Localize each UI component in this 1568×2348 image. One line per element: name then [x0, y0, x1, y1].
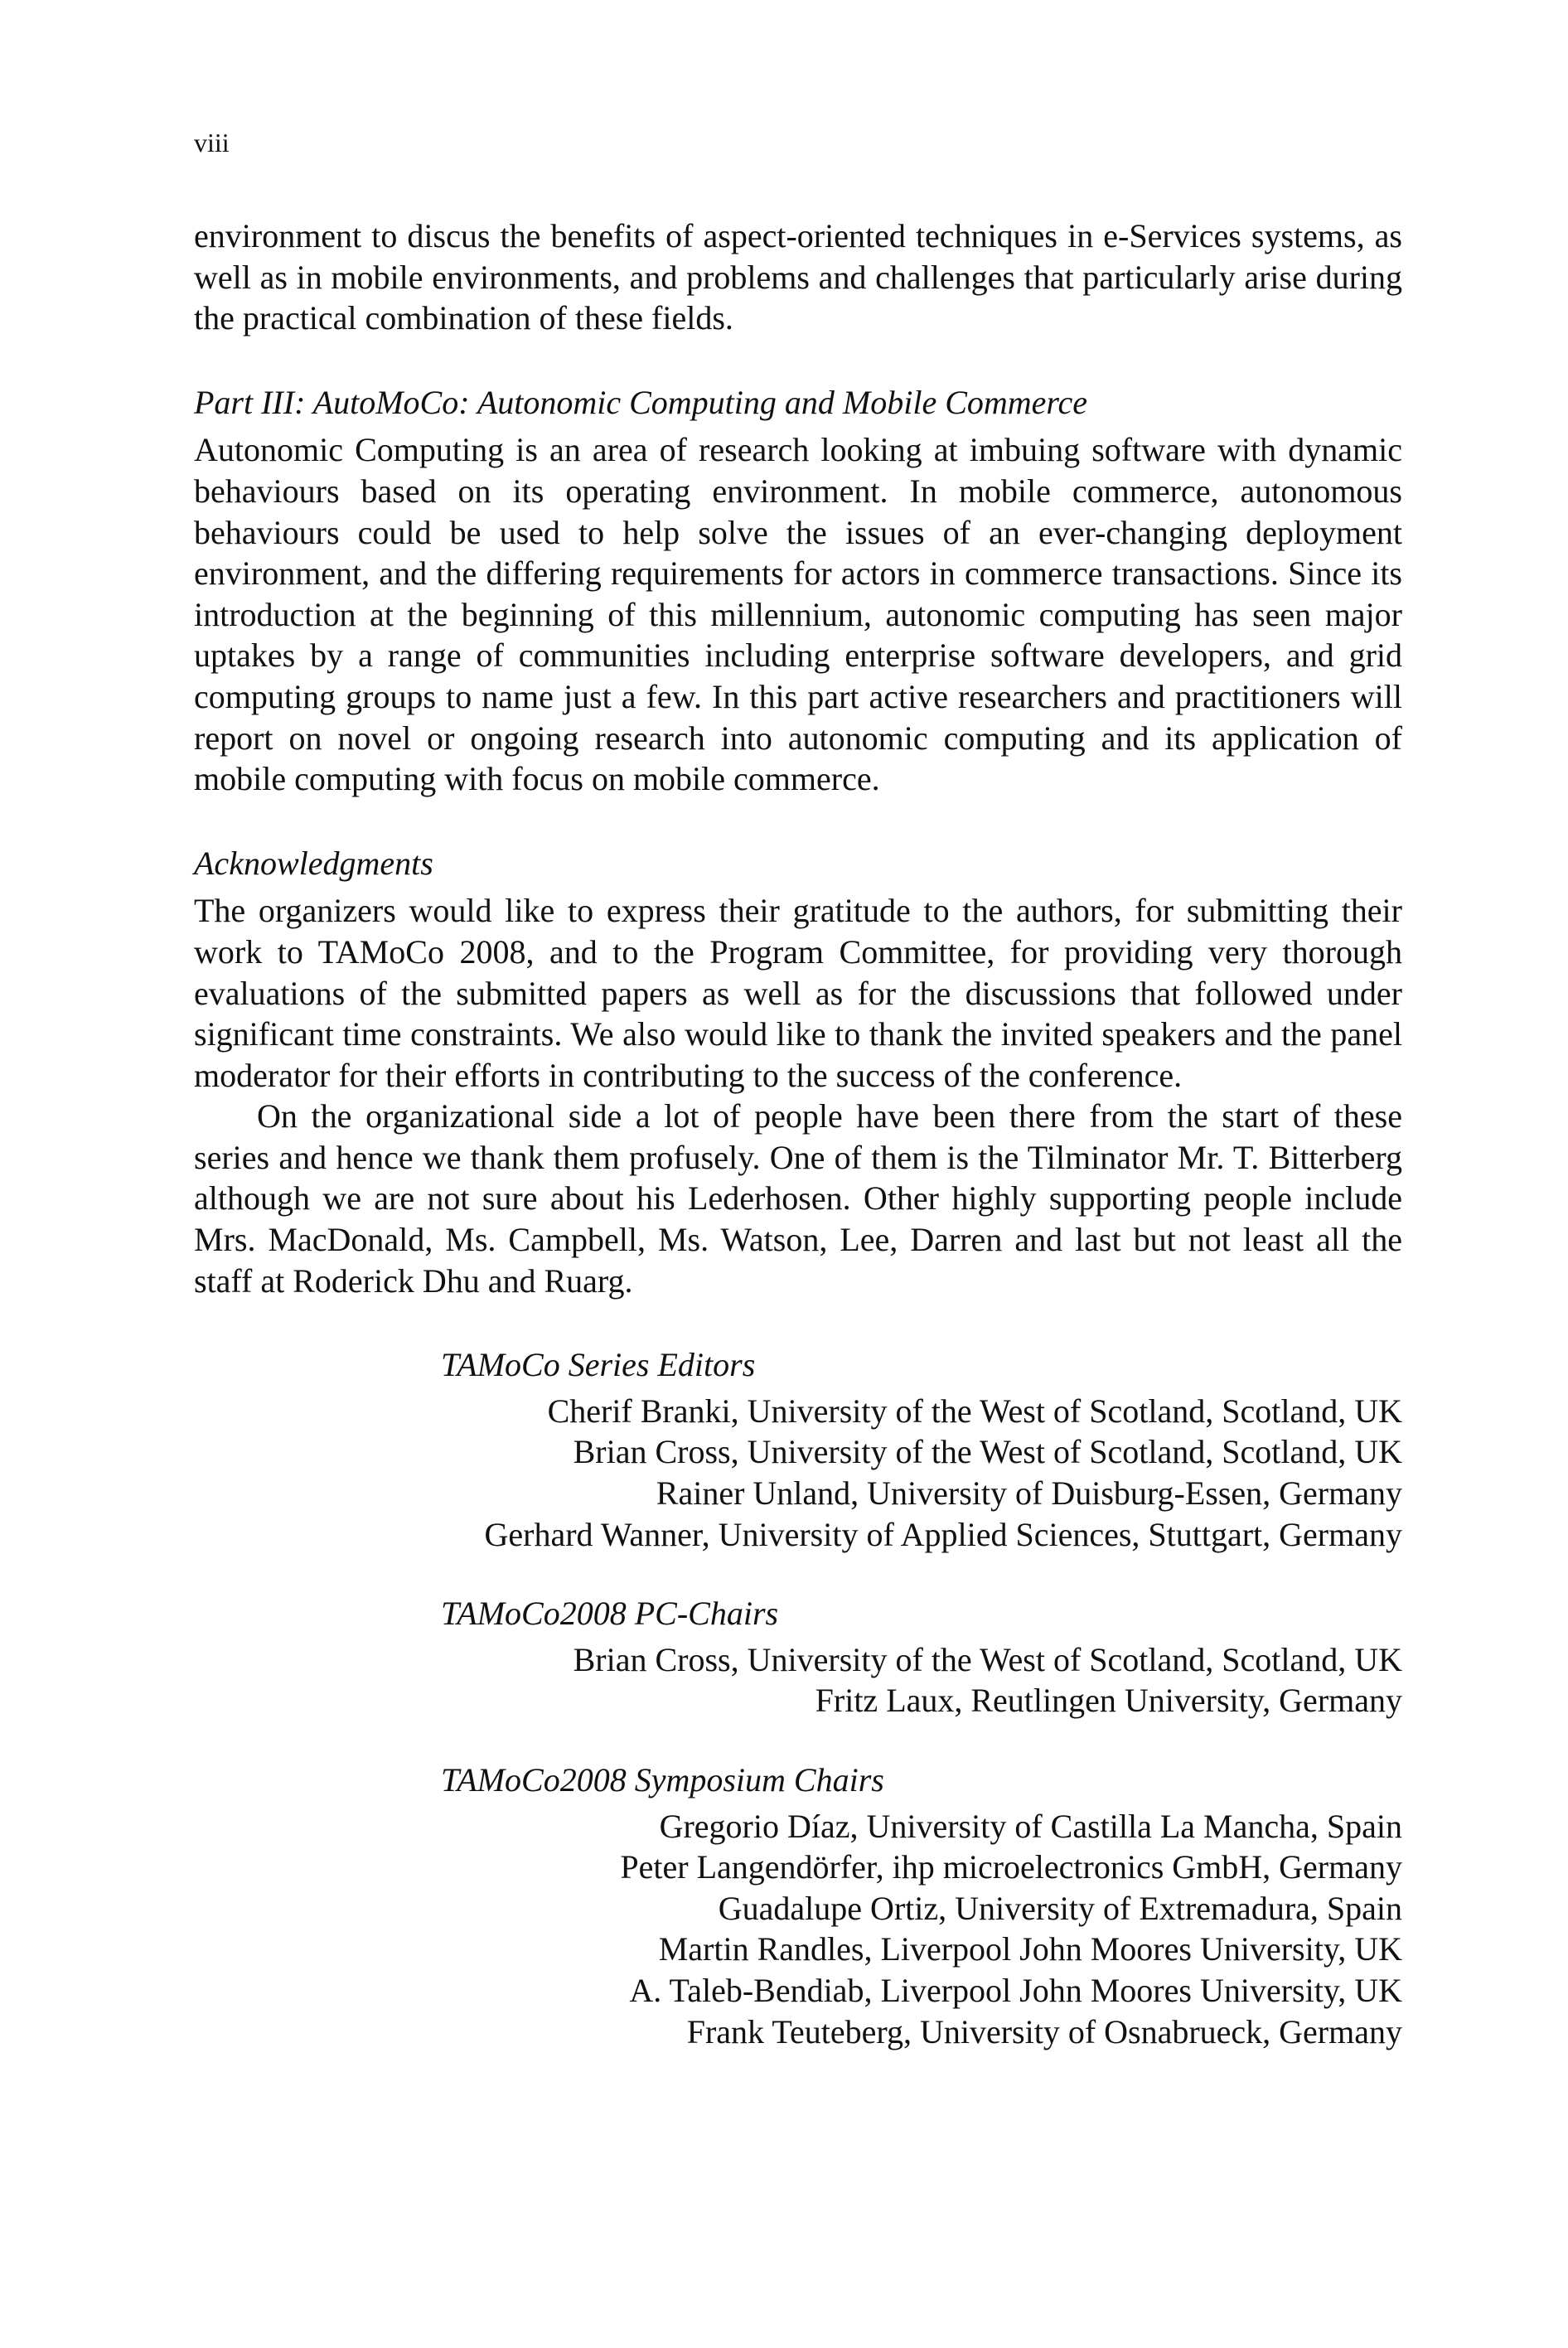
acknowledgments-heading: Acknowledgments [194, 844, 433, 882]
pc-chairs-title: TAMoCo2008 PC-Chairs [441, 1595, 779, 1633]
page-content [194, 215, 1402, 2090]
series-editors-title: TAMoCo Series Editors [441, 1346, 756, 1384]
pc-chair-name: Brian Cross, University of the West of Scotland, Scotland, UK [573, 1640, 1402, 1678]
intro-paragraph: environment to discus the benefits of aspect-oriented techniques in e-Services systems, as well as in mobile environments, and problems and challenges that particularly arise during the practical combination of these fields. [194, 217, 1402, 337]
symposium-chair-name: A. Taleb-Bendiab, Liverpool John Moores University, UK [629, 1971, 1402, 2009]
symposium-chairs-list [441, 1806, 1402, 2053]
symposium-chair-name: Gregorio Díaz, University of Castilla La Mancha, Spain [659, 1807, 1402, 1845]
series-editor-name: Gerhard Wanner, University of Applied Sciences, Stuttgart, Germany [484, 1515, 1402, 1553]
symposium-chair-name: Guadalupe Ortiz, University of Extremadura, Spain [718, 1889, 1402, 1927]
series-editor-name: Rainer Unland, University of Duisburg-Essen, Germany [656, 1474, 1402, 1513]
symposium-chairs-title: TAMoCo2008 Symposium Chairs [441, 1761, 884, 1799]
pc-chairs-list [441, 1639, 1402, 1721]
series-editors-list [441, 1391, 1402, 1555]
acknowledgments-paragraph-1: The organizers would like to express their gratitude to the authors, for submitting their work to TAMoCo 2008, and to the Program Committee, for providing very thorough evaluations of the submitted papers as well as for the discussions that followed under significant time constraints. We also would like to thank the invited speakers and the panel moderator for their efforts in contributing to the success of the conference. [194, 892, 1402, 1094]
symposium-chair-name: Martin Randles, Liverpool John Moores University, UK [658, 1930, 1402, 1968]
part-three-heading: Part III: AutoMoCo: Autonomic Computing and Mobile Commerce [194, 383, 1088, 421]
page-number: viii [194, 128, 230, 157]
acknowledgments-paragraph-2: On the organizational side a lot of people have been there from the start of these series and hence we thank them profusely. One of them is the Tilminator Mr. T. Bitterberg although we are not sure about his Lederhosen. Other highly supporting people include Mrs. MacDonald, Ms. Campbell, Ms. Watson, Lee, Darren and last but not least all the staff at Roderick Dhu and Ruarg. [194, 1097, 1402, 1300]
series-editor-name: Cherif Branki, University of the West of Scotland, Scotland, UK [547, 1392, 1402, 1430]
editors-block [441, 1344, 1402, 2052]
pc-chair-name: Fritz Laux, Reutlingen University, Germany [815, 1682, 1402, 1720]
symposium-chair-name: Frank Teuteberg, University of Osnabrueck, Germany [686, 2012, 1402, 2050]
series-editor-name: Brian Cross, University of the West of Scotland, Scotland, UK [573, 1433, 1402, 1471]
part-three-paragraph: Autonomic Computing is an area of research looking at imbuing software with dynamic behaviours based on its operating environment. In mobile commerce, autonomous behaviours could be used to help solve the issues of an ever-changing deployment environment, and the differing requirements for actors in commerce transactions. Since its introduction at the beginning of this millennium, autonomic computing has seen major uptakes by a range of communities including enterprise software developers, and grid computing groups to name just a few. In this part active researchers and practitioners will report on novel or ongoing research into autonomic computing and its application of mobile computing with focus on mobile commerce. [194, 431, 1402, 798]
symposium-chair-name: Peter Langendörfer, ihp microelectronics GmbH, Germany [620, 1848, 1402, 1886]
